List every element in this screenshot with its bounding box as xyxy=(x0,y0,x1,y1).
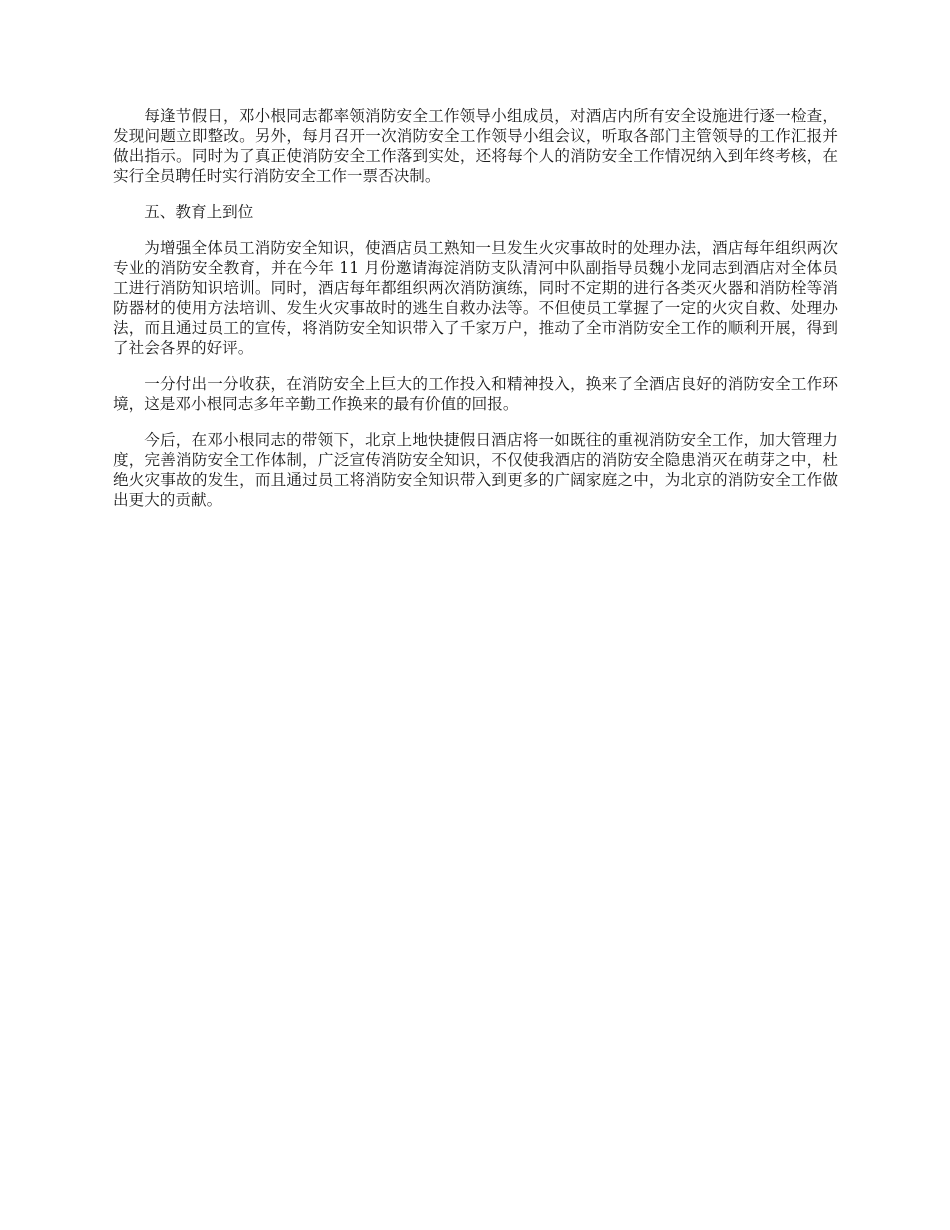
paragraph-training: 为增强全体员工消防安全知识，使酒店员工熟知一旦发生火灾事故时的处理办法，酒店每年组织两次专业的消防安全教育，并在今年 11 月份邀请海淀消防支队清河中队副指导员魏小龙同志到酒店对全体员工进行消防知识培训。同时，酒店每年都组织两次消防演练，同时不定期的进行各类灭火器和消防栓等消防器材的使用方法培训、发生火灾事故时的逃生自救办法等。不但使员工掌握了一定的火灾自救、处理办法，而且通过员工的宣传，将消防安全知识带入了千家万户，推动了全市消防安全工作的顺利开展，得到了社会各界的好评。 xyxy=(113,239,838,357)
paragraph-inspection: 每逢节假日，邓小根同志都率领消防安全工作领导小组成员，对酒店内所有安全设施进行逐一检查，发现问题立即整改。另外，每月召开一次消防安全工作领导小组会议，听取各部门主管领导的工作汇报并做出指示。同时为了真正使消防安全工作落到实处，还将每个人的消防安全工作情况纳入到年终考核，在实行全员聘任时实行消防安全工作一票否决制。 xyxy=(113,107,838,185)
section-heading-education: 五、教育上到位 xyxy=(144,203,254,221)
paragraph-outlook: 今后，在邓小根同志的带领下，北京上地快捷假日酒店将一如既往的重视消防安全工作，加大管理力度，完善消防安全工作体制，广泛宣传消防安全知识，不仅使我酒店的消防安全隐患消灭在萌芽之中，杜绝火灾事故的发生，而且通过员工将消防安全知识带入到更多的广阔家庭之中，为北京的消防安全工作做出更大的贡献。 xyxy=(113,431,838,509)
paragraph-results: 一分付出一分收获，在消防安全上巨大的工作投入和精神投入，换来了全酒店良好的消防安全工作环境，这是邓小根同志多年辛勤工作换来的最有价值的回报。 xyxy=(113,375,838,413)
document-body xyxy=(113,106,838,526)
